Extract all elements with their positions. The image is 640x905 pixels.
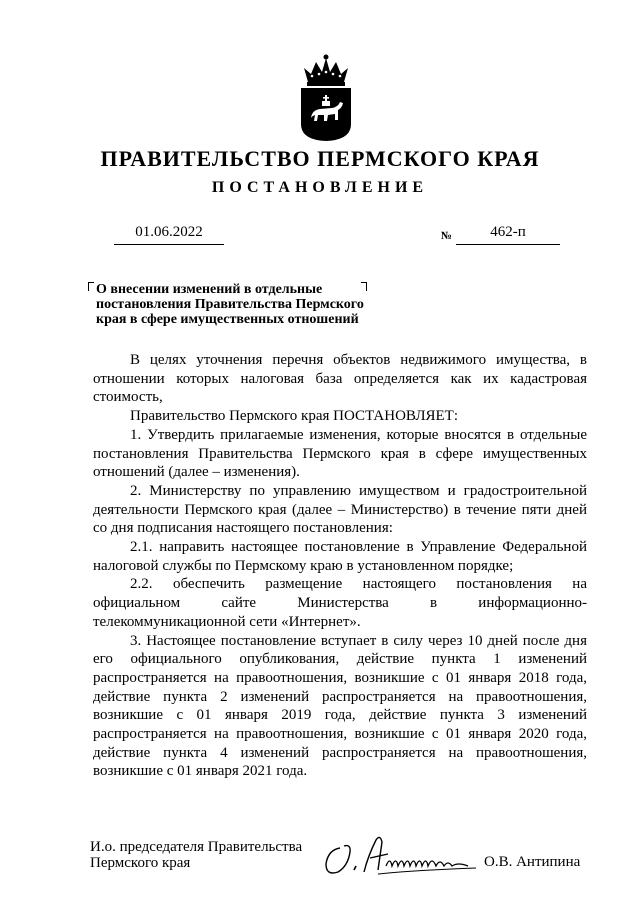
signer-position <box>90 839 330 871</box>
item-2-2-paragraph: 2.2. обеспечить размещение настоящего постановления на официальном сайте Министерства в информационно-телекоммуникационной сети «Интернет». <box>93 576 587 630</box>
handwritten-signature <box>318 826 486 886</box>
subject-line: края в сфере имущественных отношений <box>96 312 359 327</box>
document-date: 01.06.2022 <box>135 224 203 240</box>
subject-corner-left <box>88 282 94 291</box>
item-1-paragraph: 1. Утвердить прилагаемые изменения, которые вносятся в отдельные постановления Правительства Пермского края в сфере имущественных отношений (далее – изменения). <box>93 426 587 481</box>
document-number: 462-п <box>490 224 526 240</box>
number-label: № <box>441 230 453 242</box>
signer-name: О.В. Антипина <box>484 854 581 870</box>
signer-position-line: И.о. председателя Правительства <box>90 839 303 855</box>
subject-line: постановления Правительства Пермского <box>96 297 364 312</box>
subject-line: О внесении изменений в отдельные <box>96 282 323 297</box>
date-field <box>114 222 224 245</box>
preamble-paragraph: В целях уточнения перечня объектов недвижимого имущества, в отношении которых налоговая база определяется как их кадастровая стоимость, <box>93 352 587 406</box>
item-2-1-paragraph: 2.1. направить настоящее постановление в Управление Федеральной налоговой службы по Пермскому краю в установленном порядке; <box>93 539 587 574</box>
coat-of-arms-icon <box>298 52 354 142</box>
item-3-paragraph: 3. Настоящее постановление вступает в силу через 10 дней после дня его официального опубликования, действие пункта 1 изменений распространяется на правоотношения, возникшие с 01 января 2018 года, действие пункта 2 изменений распространяется на правоотношения, возникшие с 01 января 2019 года, действие пункта 3 изменений распространяется на правоотношения, возникшие с 01 января 2020 года, действие пункта 4 изменений распространяется на правоотношения, возникшие с 01 января 2021 года. <box>93 632 587 780</box>
resolution-paragraph: Правительство Пермского края ПОСТАНОВЛЯЕТ: <box>130 408 459 425</box>
document-type-title: ПОСТАНОВЛЕНИЕ <box>211 179 429 196</box>
document-body <box>93 351 587 781</box>
signer-position-line: Пермского края <box>90 855 191 871</box>
government-title: ПРАВИТЕЛЬСТВО ПЕРМСКОГО КРАЯ <box>100 146 540 171</box>
number-field <box>456 222 560 245</box>
document-subject <box>96 282 416 327</box>
item-2-paragraph: 2. Министерству по управлению имуществом и градостроительной деятельности Пермского края (далее – Министерство) в течение пяти дней со дня подписания настоящего постановления: <box>93 482 587 537</box>
